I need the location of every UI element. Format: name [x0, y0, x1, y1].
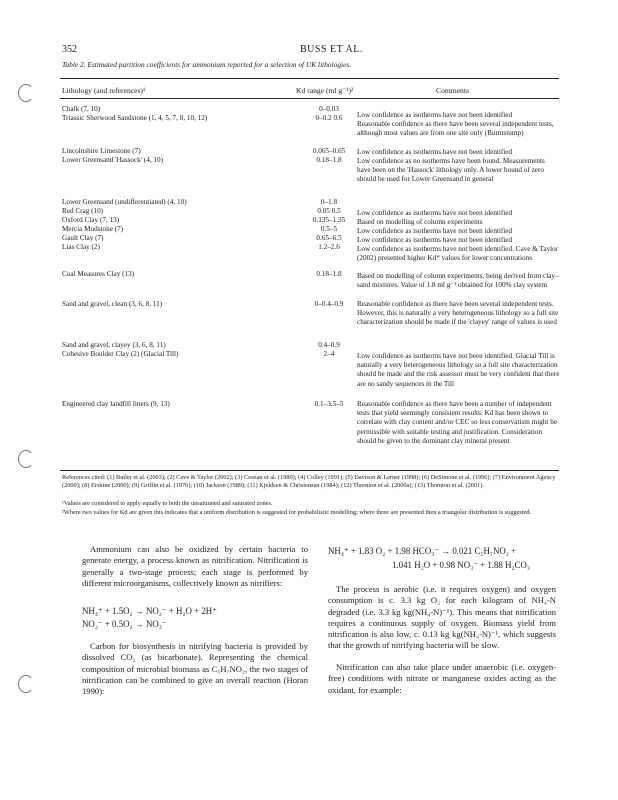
cell-lithology: Sand and gravel, clayey (3, 6, 8, 11) [62, 341, 166, 349]
cell-comment: Low confidence as isotherms have not been identified. Cave & Taylor (2002) presented higher Kd* values for lower concentrations [357, 245, 559, 263]
cell-lithology: Lower Greensand (undifferentiated) (4, 10) [62, 198, 187, 206]
body-paragraph-biosynthesis: Carbon for biosynthesis in nitrifying bacteria is provided by dissolved CO₂ (as bicarbonate). Representing the chemical composition of microbial biomass as C₅H₇NO₂, the two stages of nitrification can be combined to give an overall reaction (Horan 1990): [82, 641, 308, 697]
cell-lithology: Red Crag (10) [62, 207, 104, 215]
cell-comment: Reasonable confidence as there have been several independent tests, although most values are from one site only (Burntstump) [357, 120, 554, 138]
cell-kd: 0.1–3.5–5 [314, 400, 344, 408]
cell-comment: Reasonable confidence as there have been several independent tests. However, this is naturally a very heterogeneous lithology so a full site characterization should be made if the 'clayey' range of values is used [357, 300, 559, 327]
body-paragraph-aerobic: The process is aerobic (i.e. it requires oxygen) and oxygen consumption is c. 3.3 kg O₂ for each kilogram of NH₄-N degraded (i.e. 3.3 kg kg(NH₄-N)⁻¹). This means that nitrification requires a continuous supply of oxygen. Biomass yield from nitrification is also low, c. 0.13 kg kg(NH₄-N)⁻¹, which suggests that the growth of nitrifying bacteria will be slow. [328, 584, 556, 651]
cell-lithology: Engineered clay landfill liners (9, 13) [62, 400, 170, 408]
cell-kd: 0–0.4–0.9 [314, 300, 344, 308]
table-caption: Table 2. Estimated partition coefficients for ammonium reported for a selection of UK lithologies. [62, 60, 352, 69]
table-bottom-rule [60, 470, 559, 471]
table-footnote-1: ¹Values are considered to apply equally to both the unsaturated and saturated zones. [62, 500, 273, 507]
equation-nitrification-stage-1: NH₄⁺ + 1.5O₂ → NO₂⁻ + H₂O + 2H⁺ [82, 606, 217, 616]
table-header-rule [60, 98, 559, 99]
cell-kd: 0.4–0.9 [318, 341, 340, 349]
cell-kd: 0.05 0.5 [317, 207, 341, 215]
table-footnote-references: References cited: (1) Butler et al. (2003); (2) Cave & Taylor (2002); (3) Ceazan et al. (1989); (4) Colley (1991); (5) Davison & Lerner (1998); (6) DeSimone et al. (1996); (7) Environment Agency (2000); (8) Erskine (2000); (9) Griffin et al. (1976); (10) Jackson (1989); (11) Kjeldsen & Christensen (1984); (12) Thornton et al. (2000a); (13) Thornton et al. (2001). [62, 474, 556, 490]
cell-lithology: Lias Clay (2) [62, 243, 100, 251]
cell-lithology: Coal Measures Clay (13) [62, 270, 135, 278]
cell-kd: 0.5–5 [320, 225, 338, 233]
equation-overall-line-1: NH₄⁺ + 1.83 O₂ + 1.98 HCO₃⁻ → 0.021 C₅H₇NO₂ + [328, 546, 517, 556]
equation-nitrification-stage-2: NO₂⁻ + 0.5O₂ → NO₃⁻ [82, 619, 167, 629]
cell-kd: 0.18–1.8 [316, 156, 342, 164]
table-top-rule [60, 78, 559, 79]
cell-comment: Low confidence as isotherms have not been identified [357, 111, 513, 119]
binder-hole-middle [18, 450, 34, 468]
cell-lithology: Mercia Mudstone (7) [62, 225, 124, 233]
cell-kd: 1.2–2.6 [318, 243, 340, 251]
cell-comment: Low confidence as no isotherms have been found. Measurements have been on the 'Hassock' lithology only. A lower bound of zero should be used for Lower Greensand in general [357, 157, 545, 184]
col-header-lithology: Lithology (and references)¹ [62, 86, 146, 95]
cell-lithology: Lower Greensand 'Hassock' (4, 10) [62, 156, 163, 164]
binder-hole-top [18, 84, 34, 102]
cell-comment: Low confidence as isotherms have not been identified [357, 236, 513, 244]
cell-comment: Low confidence as isotherms have not been identified [357, 148, 513, 156]
cell-lithology: Cohesive Boulder Clay (2) (Glacial Till) [62, 350, 179, 358]
cell-lithology: Oxford Clay (7, 13) [62, 216, 120, 224]
cell-kd: 0.065–0.65 [312, 147, 346, 155]
cell-kd: 0.135–1.35 [312, 216, 346, 224]
cell-lithology: Lincolnshire Limestone (7) [62, 147, 141, 155]
col-header-kd: Kd range (ml g⁻¹)² [296, 86, 354, 95]
cell-kd: 0–0.2 0.6 [315, 114, 343, 122]
binder-hole-bottom [18, 675, 34, 693]
equation-overall-line-2: 1.041 H₂O + 0.98 NO₃⁻ + 1.88 H₂CO₃ [392, 560, 531, 570]
cell-kd: 0–0.03 [319, 105, 339, 113]
cell-lithology: Triassic Sherwood Sandstone (1, 4, 5, 7, 8, 10, 12) [62, 114, 208, 122]
cell-lithology: Chalk (7, 10) [62, 105, 101, 113]
table-footnote-2: ²Where two values for Kd are given this indicates that a uniform distribution is suggested for probabilistic modelling; where three are presented then a triangular distribution is suggested. [62, 509, 532, 516]
cell-comment: Reasonable confidence as there have been a number of independent tests that yield seemingly consistent results. Kd has been shown to correlate with clay content and/or CEC so less conservatism might be permissible with suitable testing and justification. Consideration should be given to the dominant clay mineral present [357, 400, 558, 445]
cell-kd: 0.65–6.5 [316, 234, 342, 242]
cell-comment: Low confidence as isotherms have not been identified. Glacial Till is naturally a very heterogeneous lithology so a full site characterization should be made and the risk assessor must be very confident that there are no sandy sequences in the Till [357, 352, 560, 388]
col-header-comments: Comments [436, 86, 469, 95]
cell-kd: 0–1.8 [320, 198, 338, 206]
cell-lithology: Gault Clay (7) [62, 234, 104, 242]
cell-lithology: Sand and gravel, clean (3, 6, 8, 11) [62, 300, 163, 308]
body-paragraph-anaerobic: Nitrification can also take place under anaerobic (i.e. oxygen-free) conditions with nitrate or manganese oxides acting as the oxidant, for example: [328, 662, 556, 695]
body-paragraph-nitrification: Ammonium can also be oxidized by certain bacteria to generate energy, a process known as nitrification. Nitrification is generally a two-stage process; each stage is performed by different microorganisms, collectively known as nitrifiers: [82, 544, 308, 588]
cell-comment: Based on modelling of column experiments [357, 218, 483, 226]
cell-kd: 0.18–1.8 [316, 270, 342, 278]
running-head: BUSS ET AL. [300, 44, 363, 55]
cell-comment: Low confidence as isotherms have not been identified [357, 209, 513, 217]
cell-kd: 2–4 [323, 350, 335, 358]
cell-comment: Based on modelling of column experiments, being derived from clay–sand mixtures. Value of 1.8 ml g⁻¹ obtained for 100% clay system [357, 272, 559, 290]
page-number: 352 [62, 44, 77, 55]
cell-comment: Low confidence as isotherms have not been identified [357, 227, 513, 235]
